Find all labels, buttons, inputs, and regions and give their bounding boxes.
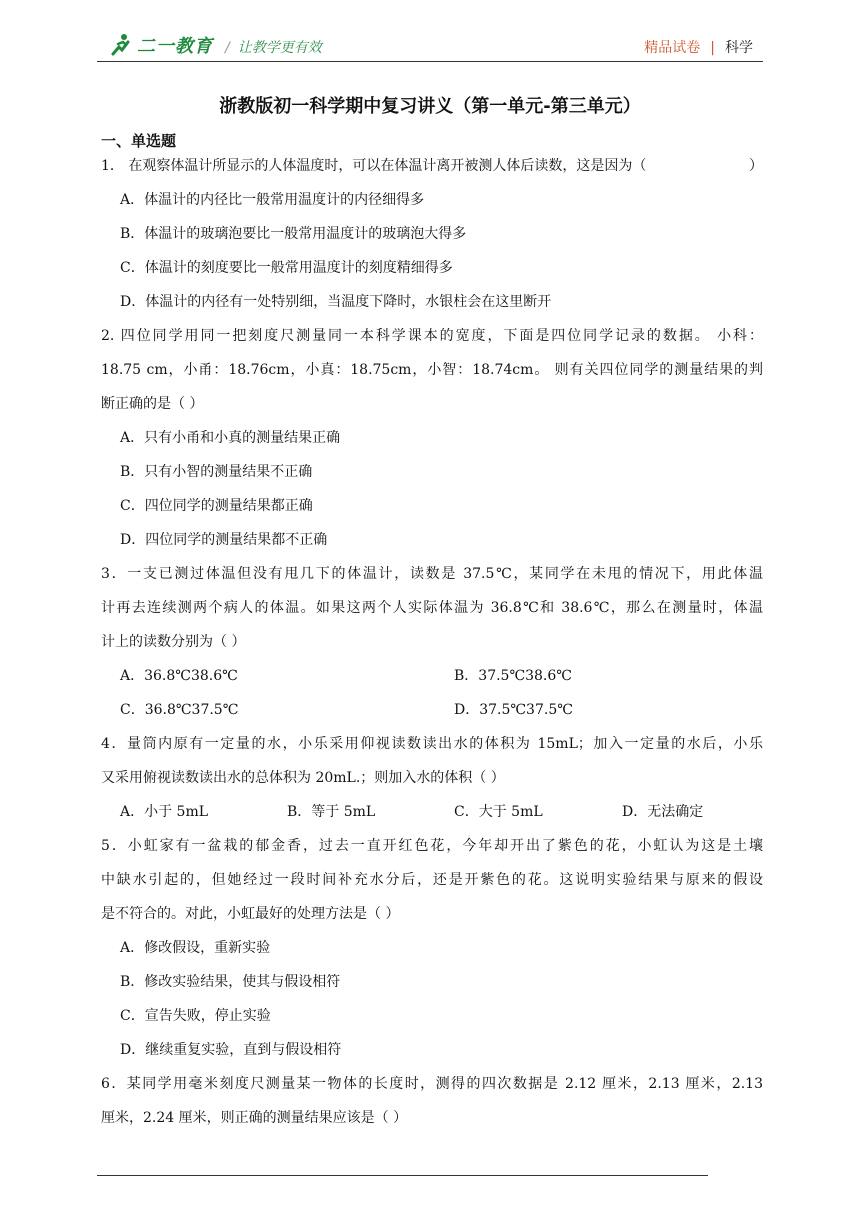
- q6-stem-line2: 厘米，2.24 厘米，则正确的测量结果应该是（ ）: [101, 1110, 408, 1126]
- q3-stem-line1: 3．一支已测过体温但没有甩几下的体温计，读数是 37.5℃，某同学在未甩的情况下，用此体温: [101, 566, 763, 582]
- q4-stem-line1: 4．量筒内原有一定量的水，小乐采用仰视读数读出水的体积为 15mL；加入一定量的水后，小乐: [101, 736, 763, 752]
- q3-option-a: A．36.8℃38.6℃: [120, 668, 238, 684]
- q5-option-d: D．继续重复实验，直到与假设相符: [120, 1042, 342, 1058]
- q6-stem-line1: 6．某同学用毫米刻度尺测量某一物体的长度时，测得的四次数据是 2.12 厘米，2.13 厘米，2.13: [101, 1076, 763, 1092]
- q4-option-d: D．无法确定: [622, 804, 704, 820]
- q4-option-c: C．大于 5mL: [454, 804, 543, 820]
- q1-stem-text: 1． 在观察体温计所显示的人体温度时，可以在体温计离开被测人体后读数，这是因为（: [101, 158, 647, 174]
- q3-option-b: B．37.5℃38.6℃: [454, 668, 572, 684]
- slogan: [225, 37, 322, 57]
- q1-option-b: B．体温计的玻璃泡要比一般常用温度计的玻璃泡大得多: [120, 226, 467, 242]
- q5-stem-line1: 5．小虹家有一盆栽的郁金香，过去一直开红色花，今年却开出了紫色的花，小虹认为这是土壤: [101, 838, 763, 854]
- slogan-text: 让教学更有效: [237, 40, 322, 56]
- q5-option-a: A．修改假设，重新实验: [120, 940, 271, 956]
- header-right: [644, 37, 753, 57]
- q4-stem-line2: 又采用俯视读数读出水的总体积为 20mL.；则加入水的体积（ ）: [101, 770, 505, 786]
- q5-option-c: C．宣告失败，停止实验: [120, 1008, 271, 1024]
- runner-logo-icon: [109, 33, 133, 57]
- q2-stem-line2: 18.75 cm，小甬：18.76cm，小真：18.75cm，小智：18.74cm。 则有关四位同学的测量结果的判: [101, 362, 763, 378]
- q2-option-b: B．只有小智的测量结果不正确: [120, 464, 313, 480]
- subject-label: 科学: [725, 40, 753, 56]
- logo[interactable]: [109, 30, 213, 60]
- q5-stem-line3: 是不符合的。对此，小虹最好的处理方法是（ ）: [101, 906, 400, 922]
- slogan-separator: /: [225, 40, 230, 56]
- q2-stem-line3: 断正确的是（ ）: [101, 396, 204, 412]
- page-header: [97, 30, 763, 62]
- q1-option-c: C．体温计的刻度要比一般常用温度计的刻度精细得多: [120, 260, 453, 276]
- premium-tag[interactable]: 精品试卷: [644, 40, 701, 56]
- q2-stem-line1: 2. 四位同学用同一把刻度尺测量同一本科学课本的宽度，下面是四位同学记录的数据。 小科：: [101, 328, 763, 344]
- section-heading: 一、单选题: [101, 132, 177, 150]
- q3-option-d: D．37.5℃37.5℃: [454, 702, 573, 718]
- q3-stem-line3: 计上的读数分别为（ ）: [101, 634, 246, 650]
- q4-option-a: A．小于 5mL: [120, 804, 209, 820]
- q5-option-b: B．修改实验结果，使其与假设相符: [120, 974, 341, 990]
- q2-option-c: C．四位同学的测量结果都正确: [120, 498, 313, 514]
- header-rule: [97, 61, 763, 62]
- q1-stem: [101, 156, 763, 176]
- q3-option-c: C．36.8℃37.5℃: [120, 702, 239, 718]
- q1-option-a: A．体温计的内径比一般常用温度计的内径细得多: [120, 192, 425, 208]
- footer-rule: [97, 1175, 708, 1176]
- q1-paren-close: ）: [749, 158, 763, 174]
- q1-option-d: D．体温计的内径有一处特别细，当温度下降时，水银柱会在这里断开: [120, 294, 552, 310]
- q2-option-d: D．四位同学的测量结果都不正确: [120, 532, 328, 548]
- page-title: 浙教版初一科学期中复习讲义（第一单元-第三单元）: [219, 96, 641, 117]
- q4-option-b: B．等于 5mL: [287, 804, 376, 820]
- header-divider: |: [710, 40, 715, 56]
- logo-text: 二一教育: [137, 36, 213, 57]
- q2-option-a: A．只有小甬和小真的测量结果正确: [120, 430, 341, 446]
- q5-stem-line2: 中缺水引起的，但她经过一段时间补充水分后，还是开紫色的花。这说明实验结果与原来的假设: [101, 872, 763, 888]
- q3-stem-line2: 计再去连续测两个病人的体温。如果这两个人实际体温为 36.8℃和 38.6℃，那么在测量时，体温: [101, 600, 763, 616]
